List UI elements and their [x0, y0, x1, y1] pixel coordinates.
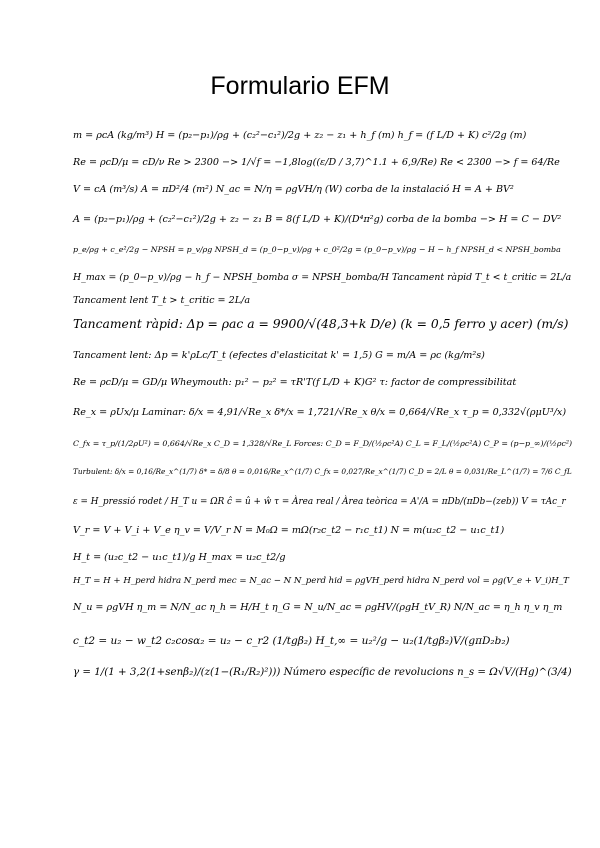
formula-line: A = (p₂−p₁)/ρg + (c₂²−c₁²)/2g + z₂ − z₁ B = 8(f L/D + K)/(D⁴π²g) corba de la bomba −> H = C − DV²: [73, 214, 562, 225]
formula-line: γ = 1/(1 + 3,2(1+senβ₂)/(z(1−(R₁/R₂)²))) Número específic de revolucions n_s = Ω√V/(Hg)^(3/4): [73, 666, 572, 678]
formula-line: c_t2 = u₂ − w_t2 c₂cosα₂ = u₂ − c_r2 (1/tgβ₂) H_t,∞ = u₂²/g − u₂(1/tgβ₂)V/(gπD₂b₂): [73, 635, 510, 647]
page-title: Formulario EFM: [210, 72, 390, 100]
formula-line: Turbulent: δ/x = 0,16/Re_x^(1/7) δ* = δ/8 θ = 0,016/Re_x^(1/7) C_fx = 0,027/Re_x^(1/7) C_D = 2/L θ = 0,031/Re_L^(1/7) = 7/6 C_fL: [73, 467, 572, 476]
formula-line: ε = H_pressió rodet / H_T u = ΩR ĉ = û + ŵ τ = Àrea real / Àrea teòrica = A'/A = πDb/(πDb−(zeb)) V = τAc_r: [73, 497, 566, 507]
formula-line: Re = ρcD/μ = cD/ν Re > 2300 −> 1/√f = −1,8log((ε/D / 3,7)^1.1 + 6,9/Re) Re < 2300 −> f = 64/Re: [73, 157, 560, 168]
formula-line: H_t = (u₂c_t2 − u₁c_t1)/g H_max = u₂c_t2/g: [73, 552, 286, 563]
formula-line: Tancament lent: Δp = k'ρLc/T_t (efectes d'elasticitat k' = 1,5) G = m/A = ρc (kg/m²s): [73, 350, 485, 361]
formula-line: Tancament ràpid: Δp = ρac a = 9900/√(48,3+k D/e) (k = 0,5 ferro y acer) (m/s): [73, 317, 569, 331]
formula-line: H_max = (p_0−p_v)/ρg − h_f − NPSH_bomba σ = NPSH_bomba/H Tancament ràpid T_t < t_critic = 2L/a: [73, 272, 572, 283]
formula-line: p_e/ρg + c_e²/2g − NPSH = p_v/ρg NPSH_d = (p_0−p_v)/ρg + c_0²/2g = (p_0−p_v)/ρg − H − h_f NPSH_d < NPSH_bomba: [73, 245, 561, 254]
formula-line: m = ρcA (kg/m³) H = (p₂−p₁)/ρg + (c₂²−c₁²)/2g + z₂ − z₁ + h_f (m) h_f = (f L/D + K) c²/2g (m): [73, 130, 527, 141]
formula-line: V = cA (m³/s) A = πD²/4 (m²) N_ac = N/η = ρgVH/η (W) corba de la instalació H = A + BV²: [73, 184, 514, 195]
formula-line: N_u = ρgVH η_m = N/N_ac η_h = H/H_t η_G = N_u/N_ac = ρgHV/(ρgH_tV_R) N/N_ac = η_h η_v η_m: [73, 602, 563, 613]
formula-line: Re = ρcD/μ = GD/μ Wheymouth: p₁² − p₂² = τR'T(f L/D + K)G² τ: factor de compressibilitat: [73, 377, 517, 388]
formula-line: C_fx = τ_p/(1/2ρU²) = 0,664/√Re_x C_D = 1,328/√Re_L Forces: C_D = F_D/(½ρc²A) C_L = F_L/(½ρc²A) C_P = (p−p_∞)/(½ρc²): [73, 439, 573, 448]
formula-line: H_T = H + H_perd hidra N_perd mec = N_ac − N N_perd hid = ρgVH_perd hidra N_perd vol = ρg(V_e + V_i)H_T: [73, 576, 569, 586]
formula-line: Tancament lent T_t > t_critic = 2L/a: [73, 295, 251, 306]
formula-line: V_r = V + V_i + V_e η_v = V/V_r N = M₀Ω = mΩ(r₂c_t2 − r₁c_t1) N = m(u₂c_t2 − u₁c_t1): [73, 525, 505, 536]
formula-line: Re_x = ρUx/μ Laminar: δ/x = 4,91/√Re_x δ*/x = 1,721/√Re_x θ/x = 0,664/√Re_x τ_p = 0,332√(ρμU³/x): [73, 407, 567, 418]
